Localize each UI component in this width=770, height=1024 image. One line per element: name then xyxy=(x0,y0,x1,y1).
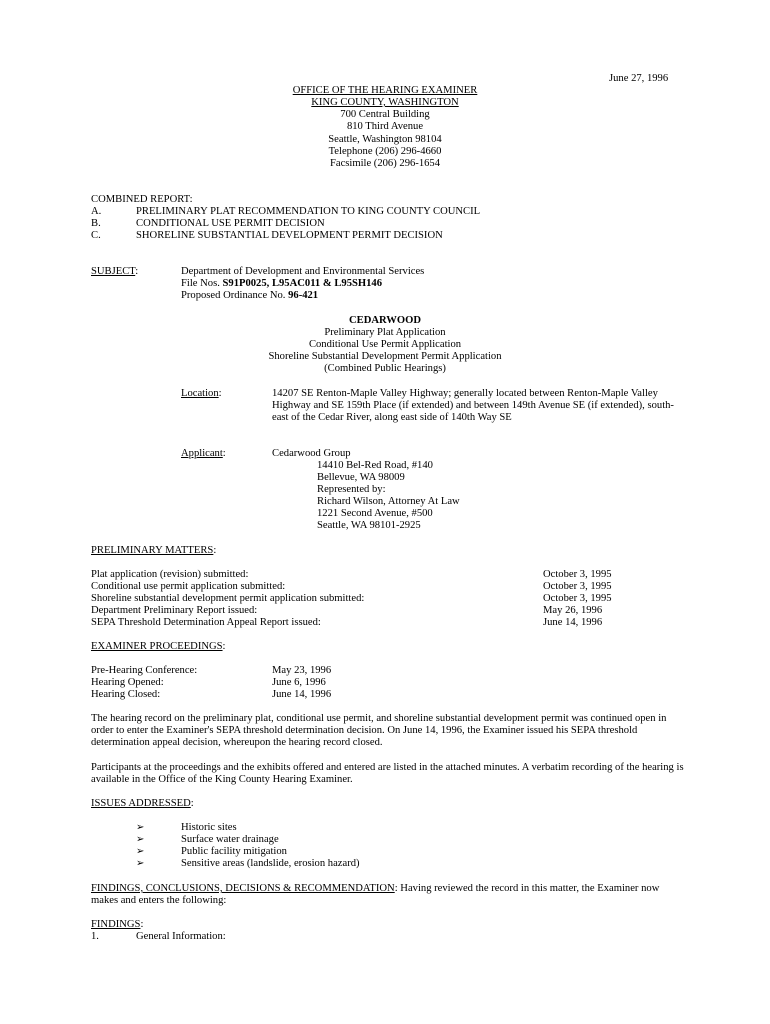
finding-number: 1. xyxy=(91,931,99,942)
proceeding-label: Hearing Opened: xyxy=(91,677,164,688)
report-item-letter: A. xyxy=(91,206,102,217)
office-title: OFFICE OF THE HEARING EXAMINER xyxy=(292,85,478,96)
proceeding-label: Pre-Hearing Conference: xyxy=(91,665,198,676)
report-item-text: PRELIMINARY PLAT RECOMMENDATION TO KING COUNTY COUNCIL xyxy=(136,206,481,217)
matter-label: Plat application (revision) submitted: xyxy=(91,569,249,580)
arrow-bullet-icon: ➢ xyxy=(136,822,145,833)
office-phone: Telephone (206) 296-4660 xyxy=(328,146,442,157)
office-fax: Facsimile (206) 296-1654 xyxy=(329,158,441,169)
applicant-label xyxy=(181,448,226,460)
project-line: (Combined Public Hearings) xyxy=(324,363,446,374)
findings-intro-text: : Having reviewed the record in this matter, the Examiner now makes and enters the following: xyxy=(91,883,660,907)
matter-label: Department Preliminary Report issued: xyxy=(91,605,258,616)
examiner-proceedings-heading xyxy=(91,641,226,653)
arrow-bullet-icon: ➢ xyxy=(136,858,145,869)
applicant-represented-by: Represented by: xyxy=(317,484,386,495)
report-item-text: CONDITIONAL USE PERMIT DECISION xyxy=(136,218,325,229)
report-item-letter: B. xyxy=(91,218,101,229)
file-nos-value: S91P0025, L95AC011 & L95SH146 xyxy=(222,278,383,289)
ordinance-value: 96-421 xyxy=(288,290,319,301)
examiner-proceedings-heading-colon: : xyxy=(222,641,226,652)
applicant-address-line: 14410 Bel-Red Road, #140 xyxy=(317,460,433,471)
applicant-address-line: Seattle, WA 98101-2925 xyxy=(317,520,421,531)
project-line: Shoreline Substantial Development Permit Application xyxy=(268,351,502,362)
issues-heading-text: ISSUES ADDRESSED xyxy=(91,798,191,809)
office-address-line: 810 Third Avenue xyxy=(346,121,424,132)
location-label-text: Location xyxy=(181,388,219,399)
report-date: June 27, 1996 xyxy=(609,73,669,84)
proceeding-date: June 14, 1996 xyxy=(272,689,332,700)
report-item-text: SHORELINE SUBSTANTIAL DEVELOPMENT PERMIT DECISION xyxy=(136,230,443,241)
matter-label: Conditional use permit application submitted: xyxy=(91,581,286,592)
preliminary-matters-heading-text: PRELIMINARY MATTERS xyxy=(91,545,214,556)
findings-heading-colon: : xyxy=(140,919,144,930)
matter-date: October 3, 1995 xyxy=(543,593,612,604)
issue-item: Surface water drainage xyxy=(181,834,279,845)
record-paragraph: The hearing record on the preliminary plat, conditional use permit, and shoreline substantial development permit was continued open in order to enter the Examiner's SEPA threshold determination decision. On June 14, 1996, the Examiner issued his SEPA threshold determination appeal decision, whereupon the hearing record closed. xyxy=(91,713,667,749)
subject-file-nos xyxy=(181,278,382,290)
project-line: Conditional Use Permit Application xyxy=(308,339,462,350)
applicant-address-line: Bellevue, WA 98009 xyxy=(317,472,405,483)
findings-intro-heading: FINDINGS, CONCLUSIONS, DECISIONS & RECOMMENDATION xyxy=(91,883,395,894)
matter-label: SEPA Threshold Determination Appeal Report issued: xyxy=(91,617,321,628)
examiner-proceedings-heading-text: EXAMINER PROCEEDINGS xyxy=(91,641,223,652)
office-address-line: Seattle, Washington 98104 xyxy=(328,134,442,145)
location-label xyxy=(181,388,222,400)
ordinance-prefix: Proposed Ordinance No. xyxy=(181,290,289,301)
combined-report-heading: COMBINED REPORT: xyxy=(91,194,193,205)
matter-date: May 26, 1996 xyxy=(543,605,603,616)
finding-title: General Information: xyxy=(136,931,226,942)
preliminary-matters-heading-colon: : xyxy=(213,545,217,556)
report-item-letter: C. xyxy=(91,230,101,241)
findings-heading-text: FINDINGS xyxy=(91,919,141,930)
proceeding-label: Hearing Closed: xyxy=(91,689,161,700)
applicant-label-colon: : xyxy=(222,448,226,459)
matter-date: October 3, 1995 xyxy=(543,581,612,592)
office-county: KING COUNTY, WASHINGTON xyxy=(311,97,459,108)
matter-date: June 14, 1996 xyxy=(543,617,603,628)
file-nos-prefix: File Nos. xyxy=(181,278,223,289)
applicant-attorney: Richard Wilson, Attorney At Law xyxy=(317,496,460,507)
issue-item: Historic sites xyxy=(181,822,237,833)
issue-item: Sensitive areas (landslide, erosion hazard) xyxy=(181,858,360,869)
subject-label-text: SUBJECT xyxy=(91,266,136,277)
proceeding-date: May 23, 1996 xyxy=(272,665,332,676)
issues-heading xyxy=(91,798,194,810)
participants-paragraph: Participants at the proceedings and the exhibits offered and entered are listed in the attached minutes. A verbatim recording of the hearing is available in the Office of the King County Hearing Examiner. xyxy=(91,762,684,786)
applicant-label-text: Applicant xyxy=(181,448,223,459)
proceeding-date: June 6, 1996 xyxy=(272,677,326,688)
location-text: 14207 SE Renton-Maple Valley Highway; generally located between Renton-Maple Valley Highway and SE 159th Place (if extended) and between 149th Avenue SE (if extended), south-east of the Cedar River, along east side of 140th Way SE xyxy=(272,388,674,424)
applicant-address-line: 1221 Second Avenue, #500 xyxy=(317,508,433,519)
preliminary-matters-heading xyxy=(91,545,216,557)
subject-label xyxy=(91,266,138,278)
arrow-bullet-icon: ➢ xyxy=(136,834,145,845)
issues-heading-colon: : xyxy=(190,798,194,809)
arrow-bullet-icon: ➢ xyxy=(136,846,145,857)
applicant-name: Cedarwood Group xyxy=(272,448,351,459)
subject-department: Department of Development and Environmental Services xyxy=(181,266,425,277)
project-name: CEDARWOOD xyxy=(348,315,422,326)
office-address-line: 700 Central Building xyxy=(340,109,430,120)
location-label-colon: : xyxy=(218,388,222,399)
findings-intro xyxy=(91,883,689,907)
matter-date: October 3, 1995 xyxy=(543,569,612,580)
subject-ordinance xyxy=(181,290,318,302)
findings-heading xyxy=(91,919,143,931)
matter-label: Shoreline substantial development permit application submitted: xyxy=(91,593,365,604)
issue-item: Public facility mitigation xyxy=(181,846,287,857)
subject-label-colon: : xyxy=(135,266,139,277)
project-line: Preliminary Plat Application xyxy=(324,327,446,338)
